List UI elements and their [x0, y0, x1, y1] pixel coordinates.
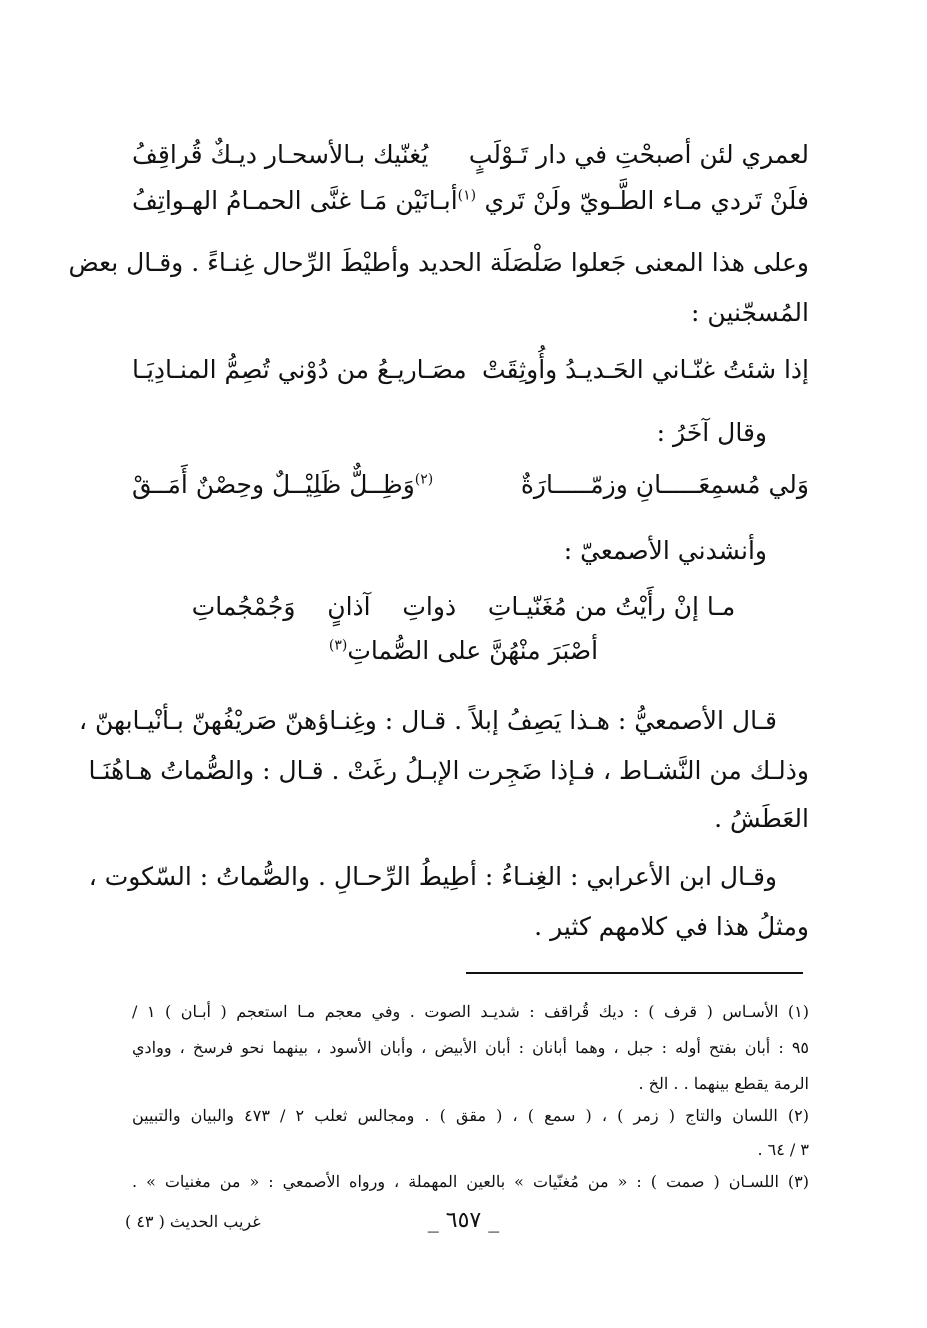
footnote-ref-1: (١) — [457, 187, 477, 204]
verse1-hemistich-2a: فلَنْ تَردي مـاء الطَّـويّ ولَنْ تَري — [484, 186, 809, 215]
verse2-hemistich-b: مصَـاريـعُ من دُوْني تُصِمُّ المنـادِيَـا — [132, 355, 467, 384]
para1-line2: المُسجّنين : — [691, 298, 809, 327]
verse4-line1: مـا إنْ رأَيْتُ من مُغَنّيـاتِ ذواتِ آذانٍ وَجُمْجُماتِ — [191, 592, 736, 621]
verse3-hemistich-b: $^{(٢)}$وَظِــلٌّ ظَلِيْــلٌ وحِصْنٌ أَمَــقْ — [132, 470, 434, 499]
page-number: _ ٦٥٧ _ — [427, 1208, 500, 1233]
verse2-hemistich-a: إذا شئتُ غنّـاني الحَـديـدُ وأُوثِقَتْ — [481, 355, 809, 384]
line-anshadani: وأنشدني الأصمعيّ : — [563, 536, 767, 565]
para2-line1: قـال الأصمعيُّ : هـذا يَصِفُ إبلاً . قـال : وغِنـاؤهنّ صَريْفُهنّ بـأنْيـابهنّ ، — [79, 706, 777, 735]
para3-line1: وقـال ابن الأعرابي : الغِنـاءُ : أطِيطُ الرِّحـالِ . والصُّماتُ : السّكوت ، — [88, 862, 777, 891]
verse3-hemistich-a: وَلي مُسمِعَـــــانِ وزمّـــــارَةٌ — [520, 470, 809, 499]
verse1-hemistich-2b: $^{(١)}$أبـانَيْن مَـا غنَّى الحمـامُ الهـواتِفُ — [132, 186, 477, 215]
verse1-hemistich-1a: لعمري لئن أصبحْتِ في دار تَـوْلَبٍ — [468, 140, 809, 169]
para3-line2: ومثلُ هذا في كلامهم كثير . — [534, 912, 809, 941]
footnote-1-line2: ٩٥ : أبان بفتح أوله : جبل ، وهما أبانان : أبان الأبيض ، وأبان الأسود ، بينهما نحو فرسخ ، ووادي — [132, 1038, 809, 1057]
verse4-line2: أصْبَرَ منْهُنَّ على الصُّماتِ$^{(٣)}$ — [328, 636, 599, 665]
footnote-1-line3: الرمة يقطع بينهما . . الخ . — [638, 1074, 809, 1093]
verse1-hemistich-1b: يُغنّيك بـالأسحـار ديـكٌ قُراقِفُ — [132, 140, 429, 169]
para1-line1: وعلى هذا المعنى جَعلوا صَلْصَلَة الحديد وأطيْطَ الرِّحال غِنـاءً . وقـال بعض — [68, 248, 809, 277]
footnote-1-line1: (١) الأسـاس ( قرف ) : ديك قُراقف : شديـد الصوت . وفي معجم مـا استعجم ( أبـان ) ١ / — [132, 1002, 809, 1021]
signature-mark: غريب الحديث ( ٤٣ ) — [125, 1212, 261, 1231]
para2-line2: وذلـك من النَّشـاط ، فـإذا ضَجِرت الإبـلُ رغَتْ . قـال : والصُّماتُ هـاهُنَـا — [88, 756, 809, 785]
footnote-2-line1: (٢) اللسان والتاج ( زمر ) ، ( سمع ) ، ( مقق ) . ومجالس ثعلب ٢ / ٤٧٣ والبيان والتبيين — [132, 1106, 810, 1125]
line-qala-akhar: وقال آخَرُ : — [656, 418, 767, 447]
footnote-ref-2: (٢) — [414, 471, 434, 488]
footnote-3-line1: (٣) اللسـان ( صمت ) : « من مُغنّيات » بالعين المهملة ، ورواه الأصمعي : « من مغنيات » . — [132, 1172, 809, 1191]
para2-line3: العَطَشُ . — [714, 804, 809, 833]
footnote-separator — [466, 972, 803, 974]
footnote-ref-3: (٣) — [328, 637, 348, 654]
footnote-2-line2: ٣ / ٦٤ . — [757, 1140, 809, 1159]
